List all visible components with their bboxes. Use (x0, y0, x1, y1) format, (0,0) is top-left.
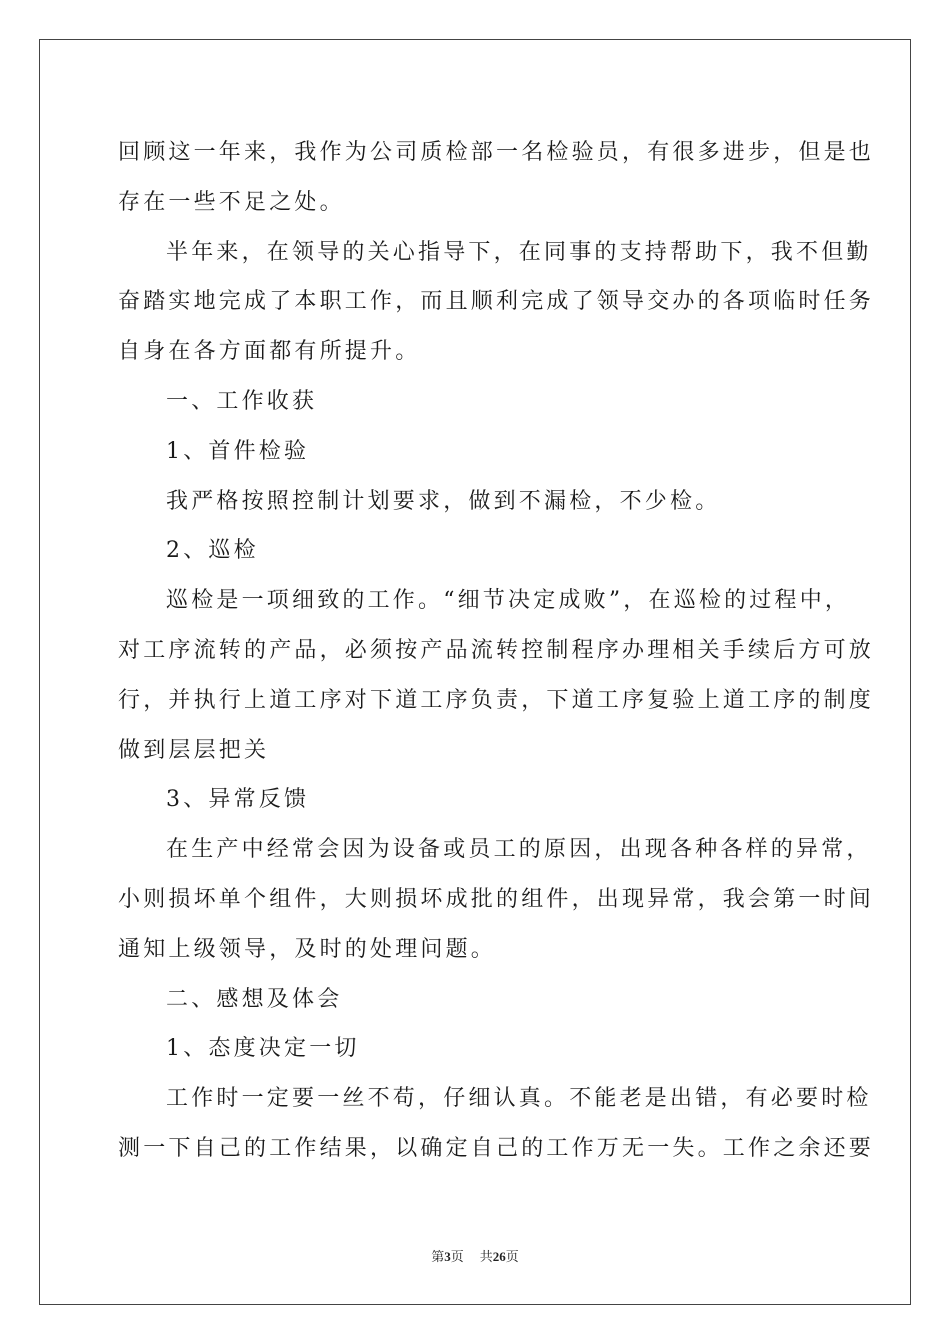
page-number: 3 (444, 1249, 451, 1264)
text-line: 在生产中经常会因为设备或员工的原因，出现各种各样的异常， (166, 837, 872, 863)
text-line: 存在一些不足之处。 (118, 189, 345, 215)
page-suffix: 页 (450, 1249, 464, 1264)
text-line: 1、首件检验 (166, 438, 310, 464)
text-line: 行，并执行上道工序对下道工序负责，下道工序复验上道工序的制度 (118, 687, 875, 713)
text-line: 3、异常反馈 (166, 787, 310, 813)
text-line: 测一下自己的工作结果，以确定自己的工作万无一失。工作之余还要 (118, 1135, 875, 1161)
page-prefix: 第 (431, 1249, 445, 1264)
text-line: 半年来，在领导的关心指导下，在同事的支持帮助下，我不但勤 (166, 239, 872, 265)
text-line: 二、感想及体会 (166, 986, 343, 1012)
text-line: 通知上级领导，及时的处理问题。 (118, 936, 497, 962)
text-line: 2、巡检 (166, 538, 259, 564)
page-footer (0, 1246, 950, 1265)
text-line: 我严格按照控制计划要求，做到不漏检，不少检。 (166, 488, 721, 514)
text-line: 小则损坏单个组件，大则损坏成批的组件，出现异常，我会第一时间 (118, 886, 875, 912)
total-pages: 26 (492, 1249, 506, 1264)
total-prefix: 共 (479, 1249, 493, 1264)
text-line: 1、态度决定一切 (166, 1036, 360, 1062)
document-body (118, 128, 875, 1174)
text-line: 对工序流转的产品，必须按产品流转控制程序办理相关手续后方可放 (118, 637, 875, 663)
total-suffix: 页 (505, 1249, 519, 1264)
text-line: 工作时一定要一丝不苟，仔细认真。不能老是出错，有必要时检 (166, 1086, 872, 1112)
text-line: 做到层层把关 (118, 737, 270, 763)
text-line: 一、工作收获 (166, 388, 318, 414)
text-line: 回顾这一年来，我作为公司质检部一名检验员，有很多进步，但是也 (118, 140, 875, 165)
text-line: 奋踏实地完成了本职工作，而且顺利完成了领导交办的各项临时任务 (118, 289, 875, 315)
text-line: 巡检是一项细致的工作。“细节决定成败”，在巡检的过程中， (166, 588, 851, 614)
text-line: 自身在各方面都有所提升。 (118, 339, 421, 365)
